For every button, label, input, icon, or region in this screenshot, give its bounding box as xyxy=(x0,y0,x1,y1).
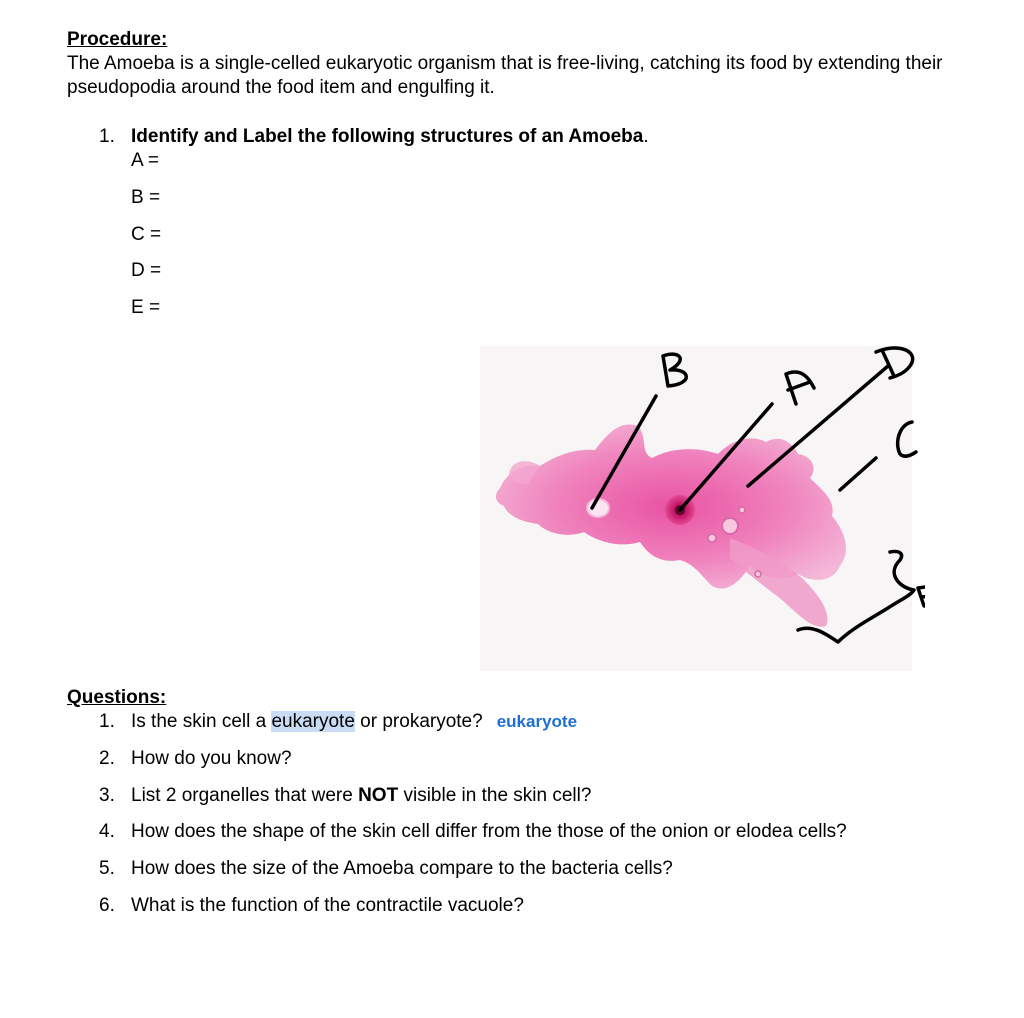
questions-heading: Questions: xyxy=(67,687,167,708)
question-2: How do you know? xyxy=(131,748,292,769)
amoeba-figure xyxy=(480,338,925,673)
question-4-number: 4. xyxy=(99,821,115,842)
food-vacuole-3 xyxy=(755,571,761,577)
label-b: B = xyxy=(131,187,161,208)
task-number: 1. xyxy=(99,126,115,147)
question-3 xyxy=(131,785,591,807)
question-1-post: or prokaryote? xyxy=(354,711,483,732)
label-d: D = xyxy=(131,260,162,281)
question-4: How does the shape of the skin cell differ from the those of the onion or elodea cells? xyxy=(131,821,847,842)
question-1-pre: Is the skin cell a xyxy=(131,711,272,732)
procedure-text: The Amoeba is a single-celled eukaryotic organism that is free-living, catching its food by extending their pseudopodia around the food item and engulfing it. xyxy=(67,53,943,98)
food-vacuole-1 xyxy=(722,518,738,534)
task-instruction-bold: Identify and Label the following structures of an Amoeba xyxy=(131,126,644,147)
question-3-number: 3. xyxy=(99,785,115,806)
question-2-number: 2. xyxy=(99,748,115,769)
label-a: A = xyxy=(131,150,159,171)
task-period: . xyxy=(643,126,649,147)
question-1 xyxy=(131,711,577,733)
question-1-answer: eukaryote xyxy=(496,712,578,731)
question-3-pre: List 2 organelles that were xyxy=(131,785,359,806)
question-5-number: 5. xyxy=(99,858,115,879)
question-3-bold: NOT xyxy=(358,785,399,806)
procedure-heading: Procedure: xyxy=(67,29,168,50)
label-e: E = xyxy=(131,297,161,318)
food-vacuole-2 xyxy=(708,534,716,542)
label-c: C = xyxy=(131,224,162,245)
question-1-number: 1. xyxy=(99,711,115,732)
question-6-number: 6. xyxy=(99,895,115,916)
question-6: What is the function of the contractile vacuole? xyxy=(131,895,524,916)
food-vacuole-4 xyxy=(739,507,745,513)
question-3-post: visible in the skin cell? xyxy=(398,785,592,806)
task-instruction xyxy=(131,126,649,148)
question-5: How does the size of the Amoeba compare to the bacteria cells? xyxy=(131,858,673,879)
letter-e xyxy=(918,586,925,606)
question-1-highlight[interactable]: eukaryote xyxy=(271,711,355,732)
